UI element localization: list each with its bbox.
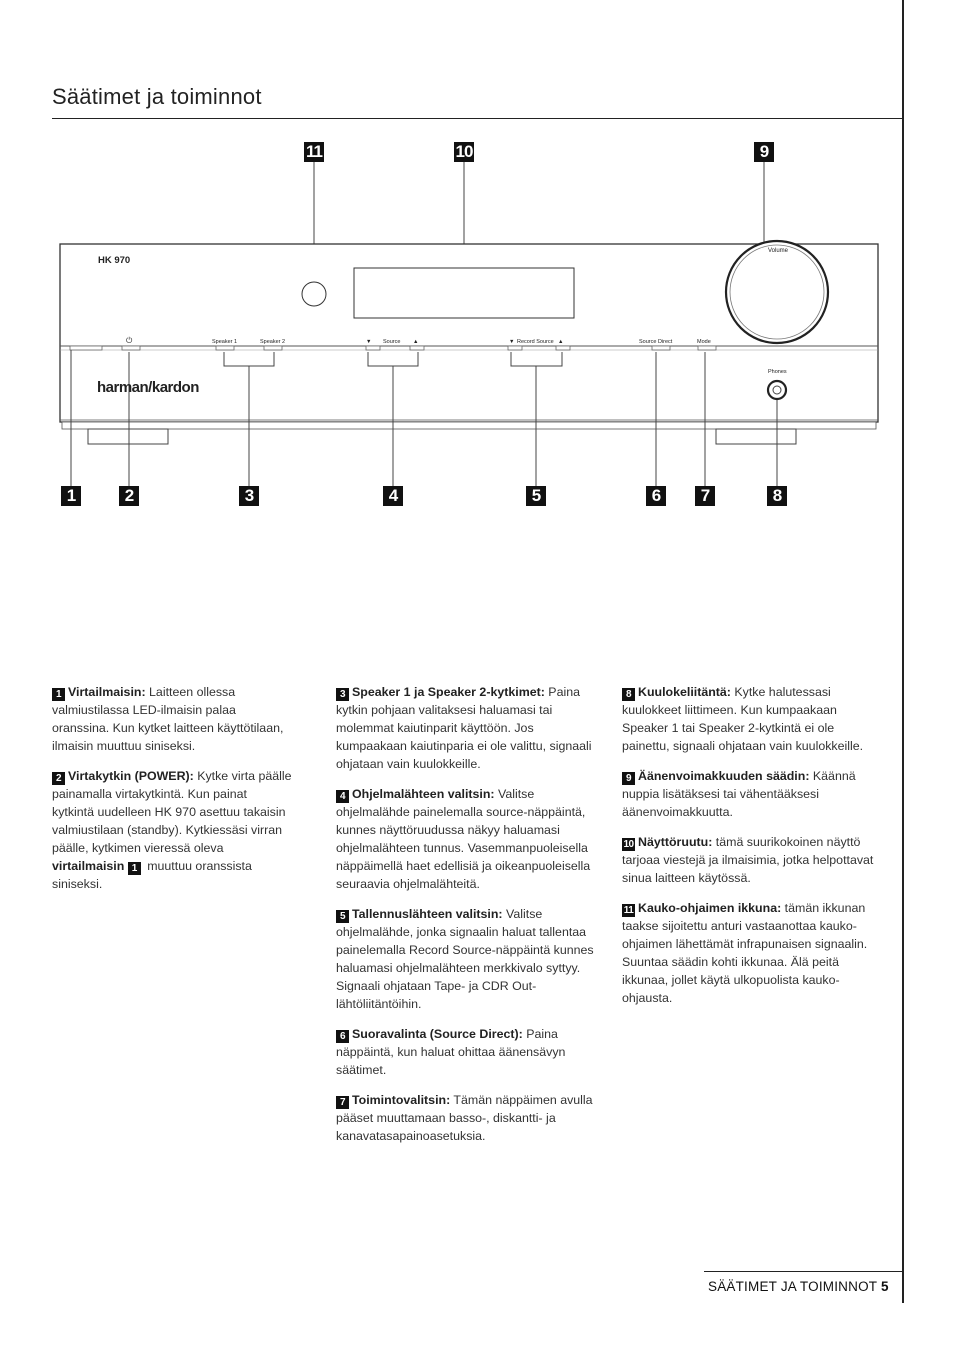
item-badge: 5 xyxy=(336,910,349,923)
item-term: Virtailmaisin: xyxy=(68,685,146,699)
item-badge: 6 xyxy=(336,1030,349,1043)
callout-3: 3 xyxy=(239,486,259,506)
item-badge: 3 xyxy=(336,688,349,701)
item-9 xyxy=(622,767,876,821)
item-text: Valitse ohjelmalähde, jonka signaalin haluat tallentaa painelemalla Record Source-näppäintä kunnes haluamasi ohjelmalähteen merkkivalo syttyy. Signaali ohjataan Tape- ja CDR Out-lähtöliitäntöihin. xyxy=(336,907,594,1011)
model-label: HK 970 xyxy=(98,255,131,266)
item-text: Paina näppäintä, kun haluat ohittaa äänensävyn säätimet. xyxy=(336,1027,566,1077)
speaker2-label: Speaker 2 xyxy=(260,339,286,345)
page-footer xyxy=(708,1279,889,1294)
item-text: Kytke virta päälle painamalla virtakytkintä. Kun painat kytkintä uudelleen HK 970 asettuu takaisin valmiustilaan (standby). Kytkiessäsi virran päälle, kytkimen vieressä oleva xyxy=(52,769,292,855)
item-11 xyxy=(622,899,876,1007)
item-term: Tallennuslähteen valitsin: xyxy=(352,907,503,921)
text-column-1 xyxy=(52,683,292,905)
footer-label: SÄÄTIMET JA TOIMINNOT xyxy=(708,1279,877,1294)
display-window xyxy=(354,268,574,318)
record-up-arrow: ▲ xyxy=(558,339,564,345)
source-up-arrow: ▲ xyxy=(413,339,419,345)
callout-8: 8 xyxy=(767,486,787,506)
item-4 xyxy=(336,785,594,893)
item-text: tämän ikkunan taakse sijoitettu anturi vastaanottaa kauko-ohjaimen lähettämät infrapunaisen signaalin. Suuntaa säädin kohti ikkunaa. Älä peitä ikkunaa, jollet käytä ulkopuolista kauko-ohjausta. xyxy=(622,901,868,1005)
callout-6: 6 xyxy=(646,486,666,506)
callout-11: 11 xyxy=(304,142,324,162)
item-term: Äänenvoimakkuuden säädin: xyxy=(638,769,810,783)
item-10 xyxy=(622,833,876,887)
item-term: Kauko-ohjaimen ikkuna: xyxy=(638,901,782,915)
volume-label: Volume xyxy=(768,248,789,254)
item-text: Käännä nuppia lisätäksesi tai vähentääksesi äänenvoimakkuutta. xyxy=(622,769,856,819)
text-column-2 xyxy=(336,683,594,1157)
item-text: Valitse ohjelmalähde painelemalla source-näppäintä, kunnes näyttöruudussa näkyy haluamasi ohjelmalähteen tunnus. Vasemmanpuoleisella näppäimellä haet edellisiä ja oikeanpuoleisella seuraavia ohjelmalähteitä. xyxy=(336,787,591,891)
source-direct-label: Source Direct xyxy=(639,339,673,345)
volume-knob xyxy=(726,241,828,343)
item-badge: 10 xyxy=(623,839,634,850)
callout-9: 9 xyxy=(754,142,774,162)
item-text: Laitteen ollessa valmiustilassa LED-ilmaisin palaa oranssina. Kun kytket laitteen käyttötilaan, ilmaisin muuttuu siniseksi. xyxy=(52,685,284,753)
item-2 xyxy=(52,767,292,893)
item-text: tämä suurikokoinen näyttö tarjoaa viestejä ja ilmaisimia, jotka helpottavat sinua laitteen käytössä. xyxy=(622,835,874,885)
callout-5: 5 xyxy=(526,486,546,506)
item-6 xyxy=(336,1025,594,1079)
item-term: Ohjelmalähteen valitsin: xyxy=(352,787,495,801)
page-number: 5 xyxy=(880,1279,889,1294)
item-term: Kuulokeliitäntä: xyxy=(638,685,731,699)
item-badge: 4 xyxy=(336,790,349,803)
callout-1: 1 xyxy=(61,486,81,506)
power-symbol: ⏻ xyxy=(126,336,133,345)
item-text: Paina kytkin pohjaan valitaksesi haluamasi tai molemmat kaiutinparit käyttöön. Jos kumpaakaan kaiutinparia ei ole valittu, signaali ohjataan vain kuulokkeille. xyxy=(336,685,592,771)
page-title: Säätimet ja toiminnot xyxy=(52,84,262,109)
item-badge: 8 xyxy=(622,688,635,701)
source-label: Source xyxy=(383,339,401,345)
mode-label: Mode xyxy=(697,339,711,345)
ir-window xyxy=(302,282,326,306)
item-8 xyxy=(622,683,876,755)
item-term: Toimintovalitsin: xyxy=(352,1093,451,1107)
item-text: Kytke halutessasi kuulokkeet liittimeen. Kun kumpaakaan Speaker 1 tai Speaker 2-kytkintä ei ole painettu, signaali ohjataan vain kuulokkeille. xyxy=(622,685,864,753)
item-term: Näyttöruutu: xyxy=(638,835,713,849)
speaker1-label: Speaker 1 xyxy=(212,339,238,345)
phones-label: Phones xyxy=(768,369,787,375)
callout-2: 2 xyxy=(119,486,139,506)
item-badge: 7 xyxy=(336,1096,349,1109)
item-badge: 2 xyxy=(52,772,65,785)
source-down-arrow: ▼ xyxy=(366,339,372,345)
item-term: Virtakytkin (POWER): xyxy=(68,769,194,783)
item-3 xyxy=(336,683,594,773)
callout-10: 10 xyxy=(455,142,473,161)
brand-logo: harman/kardon xyxy=(97,379,199,396)
item-5 xyxy=(336,905,594,1013)
text-column-3 xyxy=(622,683,876,1019)
item-text-end: muuttuu oranssista siniseksi. xyxy=(52,859,252,891)
record-down-arrow: ▼ xyxy=(509,339,515,345)
inline-term: virtailmaisin xyxy=(52,859,125,873)
item-badge: 11 xyxy=(623,905,634,916)
item-term: Speaker 1 ja Speaker 2-kytkimet: xyxy=(352,685,545,699)
item-term: Suoravalinta (Source Direct): xyxy=(352,1027,523,1041)
record-source-label: Record Source xyxy=(517,339,554,345)
item-badge: 9 xyxy=(622,772,635,785)
callout-4: 4 xyxy=(383,486,403,506)
inline-badge: 1 xyxy=(128,862,141,875)
item-7 xyxy=(336,1091,594,1145)
item-text: Tämän näppäimen avulla pääset muuttamaan basso-, diskantti- ja kanavatasapainoasetuksia. xyxy=(336,1093,593,1143)
callout-7: 7 xyxy=(695,486,715,506)
front-panel-diagram xyxy=(0,0,960,520)
item-badge: 1 xyxy=(52,688,65,701)
footer-rule xyxy=(704,1271,902,1272)
item-1 xyxy=(52,683,292,755)
